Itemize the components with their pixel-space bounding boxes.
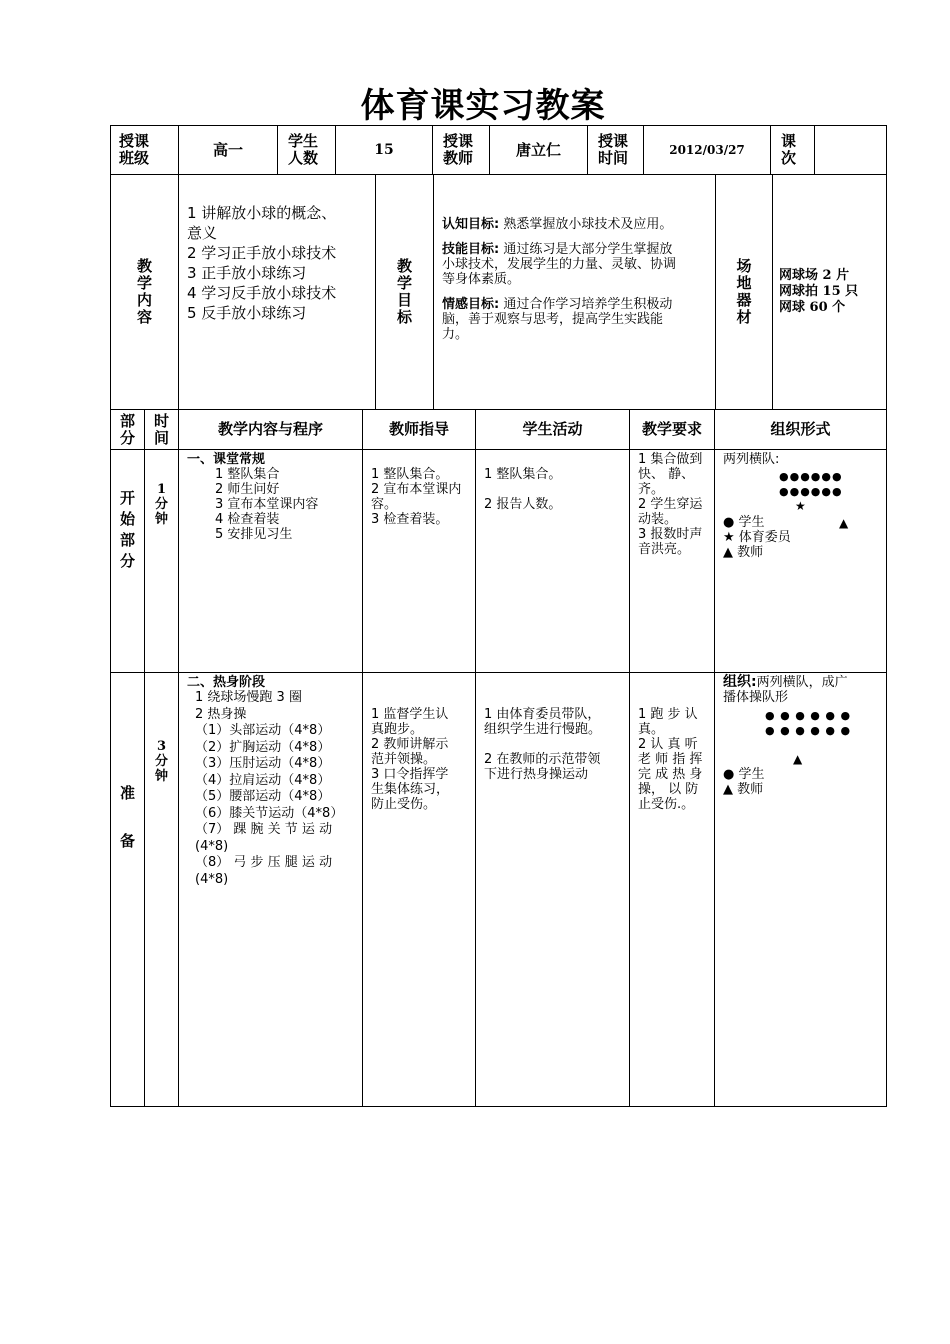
prep-proc-item: （2）扩胸运动（4*8） (195, 739, 331, 755)
start-proc-item: 1 整队集合 (215, 467, 280, 482)
start-org-row: ●●●●●● (779, 470, 843, 483)
emotion-label: 情感目标: (442, 297, 500, 312)
session-label (771, 126, 815, 175)
content-label-text: 教学内容 (136, 257, 152, 326)
legend-monitor: ★ 体育委员 (723, 530, 791, 545)
objectives-cell (434, 175, 716, 410)
objectives-table (110, 174, 887, 410)
prep-student-line: 2 在教师的示范带领 (484, 752, 601, 767)
prep-teacher-line: 真跑步。 (371, 722, 424, 737)
prep-req-line: 2 认 真 听 (638, 737, 698, 752)
session-label-text: 课次 (781, 132, 797, 167)
col-organization: 组织形式 (715, 410, 887, 450)
skill-line: 等身体素质。 (442, 272, 521, 287)
start-student (476, 450, 630, 673)
prep-teacher (363, 673, 476, 1107)
prep-teacher-line: 防止受伤。 (371, 797, 437, 812)
start-req-line: 2 学生穿运 (638, 497, 703, 512)
legend-teacher: ▲ 教师 (723, 545, 764, 560)
col-time-text: 时间 (153, 411, 169, 447)
content-items (179, 175, 376, 410)
content-item: 3 正手放小球练习 (187, 264, 307, 282)
start-req-line: 齐。 (638, 482, 665, 497)
prep-proc-item: （7） 踝 腕 关 节 运 动 (195, 822, 333, 837)
prep-org-row: ● ● ● ● ● ● (765, 709, 852, 722)
teacher-value: 唐立仁 (490, 126, 588, 175)
start-proc-item: 3 宣布本堂课内容 (215, 497, 319, 512)
prep-time (145, 673, 179, 1107)
prep-req-line: 老 师 指 挥 (638, 752, 703, 767)
equipment-item: 网球 60 个 (779, 300, 846, 315)
prep-organization (715, 673, 887, 1107)
prep-proc-item: （4）拉肩运动（4*8） (195, 772, 331, 788)
col-teacher: 教师指导 (363, 410, 476, 450)
prep-time-text: 3分钟 (154, 739, 168, 784)
prep-proc-heading: 二、热身阶段 (187, 675, 266, 690)
prep-teacher-line: 生集体练习， (371, 782, 450, 797)
prep-student-line: 1 由体育委员带队， (484, 707, 601, 722)
page-title: 体育课实习教案 (360, 86, 606, 126)
class-label (111, 126, 179, 175)
cognitive-line: 熟悉掌握放小球技术及应用。 (503, 217, 673, 232)
legend-teacher: ▲ 教师 (723, 782, 764, 797)
content-label (111, 175, 179, 410)
start-teacher (363, 450, 476, 673)
prep-section-label (111, 673, 145, 1107)
prep-proc-item: 1 绕球场慢跑 3 圈 (195, 690, 302, 705)
content-item: 4 学习反手放小球技术 (187, 284, 337, 302)
equipment-item: 网球场 2 片 (779, 268, 850, 283)
start-proc-item: 2 师生问好 (215, 482, 280, 497)
prep-section-text: 准备 (119, 784, 135, 850)
skill-line: 通过练习是大部分学生掌握放 (503, 242, 673, 257)
students-label (278, 126, 336, 175)
date-label (588, 126, 644, 175)
col-time (145, 410, 179, 450)
start-req-line: 音洪亮。 (638, 542, 691, 557)
teacher-label (433, 126, 490, 175)
emotion-line: 脑，善于观察与思考，提高学生实践能 (442, 312, 664, 327)
prep-teacher-line: 范并领操。 (371, 752, 437, 767)
prep-org-text: 两列横队，成广 (756, 675, 848, 690)
content-item: 5 反手放小球练习 (187, 304, 307, 322)
col-student: 学生活动 (476, 410, 630, 450)
date-value: 2012/03/27 (644, 126, 771, 175)
date-label-text: 授课时间 (598, 132, 629, 167)
prep-proc-item: （1）头部运动（4*8） (195, 723, 331, 738)
legend-student: ● 学生 (723, 515, 765, 530)
start-req-line: 3 报数时声 (638, 527, 703, 542)
prep-procedure (179, 673, 363, 1107)
start-student-line: 2 报告人数。 (484, 497, 562, 512)
prep-student (476, 673, 630, 1107)
content-item: 2 学习正手放小球技术 (187, 244, 337, 262)
prep-proc-item: （5）腰部运动（4*8） (195, 789, 331, 804)
start-teacher-line: 3 检查着装。 (371, 512, 449, 527)
prep-proc-item: （6）膝关节运动（4*8） (195, 805, 344, 821)
start-teacher-line: 容。 (371, 497, 398, 512)
content-item: 意义 (187, 224, 218, 242)
prep-student-line: 下进行热身操运动 (484, 767, 589, 782)
prep-teacher-line: 1 监督学生认 (371, 707, 449, 722)
start-org-row: ●●●●●● (779, 485, 843, 498)
prep-req-line: 完 成 热 身 (638, 767, 703, 782)
prep-proc-item: （8） 弓 步 压 腿 运 动 (195, 855, 333, 870)
start-section-text: 开始部分 (119, 489, 135, 570)
start-section-label (111, 450, 145, 673)
prep-req-line: 操， 以 防 (638, 782, 699, 797)
emotion-objective (442, 297, 715, 342)
triangle-icon: ▲ (839, 516, 849, 530)
prep-org-label: 组织: (723, 674, 757, 690)
start-requirement (630, 450, 715, 673)
procedure-table (110, 409, 887, 1107)
equipment-item: 网球拍 15 只 (779, 284, 859, 299)
emotion-line: 通过合作学习培养学生积极动 (503, 297, 673, 312)
prep-req-line: 止受伤.。 (638, 797, 695, 812)
start-req-line: 动装。 (638, 512, 678, 527)
prep-proc-item: (4*8) (195, 838, 229, 854)
start-organization (715, 450, 887, 673)
start-procedure (179, 450, 363, 673)
info-table (110, 125, 887, 175)
students-label-text: 学生人数 (288, 132, 319, 167)
col-procedure: 教学内容与程序 (179, 410, 363, 450)
start-teacher-line: 1 整队集合。 (371, 467, 449, 482)
start-req-line: 1 集合做到 (638, 452, 703, 467)
prep-org-text: 播体操队形 (723, 690, 789, 705)
start-student-line (484, 482, 629, 497)
prep-student-line: 组织学生进行慢跑。 (484, 722, 602, 737)
start-student-line: 1 整队集合。 (484, 467, 562, 482)
prep-student-line (484, 737, 629, 752)
col-section (111, 410, 145, 450)
legend-student: ● 学生 (723, 767, 765, 782)
prep-proc-item: 2 热身操 (195, 706, 247, 722)
skill-objective (442, 242, 715, 287)
start-time-text: 1分钟 (154, 482, 168, 527)
cognitive-objective (442, 217, 715, 232)
start-proc-item: 4 检查着装 (215, 512, 280, 527)
start-proc-heading: 一、课堂常规 (187, 452, 266, 467)
triangle-icon: ▲ (793, 752, 803, 766)
equipment-items (773, 175, 887, 410)
equipment-label (716, 175, 773, 410)
equipment-label-text: 场地器材 (736, 257, 752, 326)
teacher-label-text: 授课教师 (443, 132, 474, 167)
content-item: 1 讲解放小球的概念、 (187, 204, 337, 222)
skill-line: 小球技术，发展学生的力量、灵敏、协调 (442, 257, 677, 272)
emotion-line: 力。 (442, 327, 469, 342)
start-org-heading: 两列横队: (723, 452, 780, 467)
prep-req-line: 真。 (638, 722, 665, 737)
prep-teacher-line: 2 教师讲解示 (371, 737, 449, 752)
skill-label: 技能目标: (442, 242, 500, 257)
prep-proc-item: （3）压肘运动（4*8） (195, 756, 331, 771)
start-time (145, 450, 179, 673)
students-value: 15 (336, 126, 433, 175)
prep-req-line: 1 跑 步 认 (638, 707, 698, 722)
start-teacher-line: 2 宣布本堂课内 (371, 482, 462, 497)
objectives-label-text: 教学目标 (396, 257, 412, 326)
prep-proc-item: (4*8) (195, 871, 229, 887)
cognitive-label: 认知目标: (442, 217, 500, 232)
start-req-line: 快、 静、 (638, 467, 695, 482)
prep-teacher-line: 3 口令指挥学 (371, 767, 449, 782)
session-value (815, 126, 887, 175)
class-label-text: 授课班级 (119, 132, 150, 167)
col-requirement: 教学要求 (630, 410, 715, 450)
objectives-label (376, 175, 434, 410)
prep-requirement (630, 673, 715, 1107)
col-section-text: 部分 (119, 411, 135, 447)
star-icon: ★ (795, 499, 806, 513)
prep-org-row: ● ● ● ● ● ● (765, 724, 852, 737)
class-value: 高一 (179, 126, 278, 175)
start-proc-item: 5 安排见习生 (215, 527, 293, 542)
